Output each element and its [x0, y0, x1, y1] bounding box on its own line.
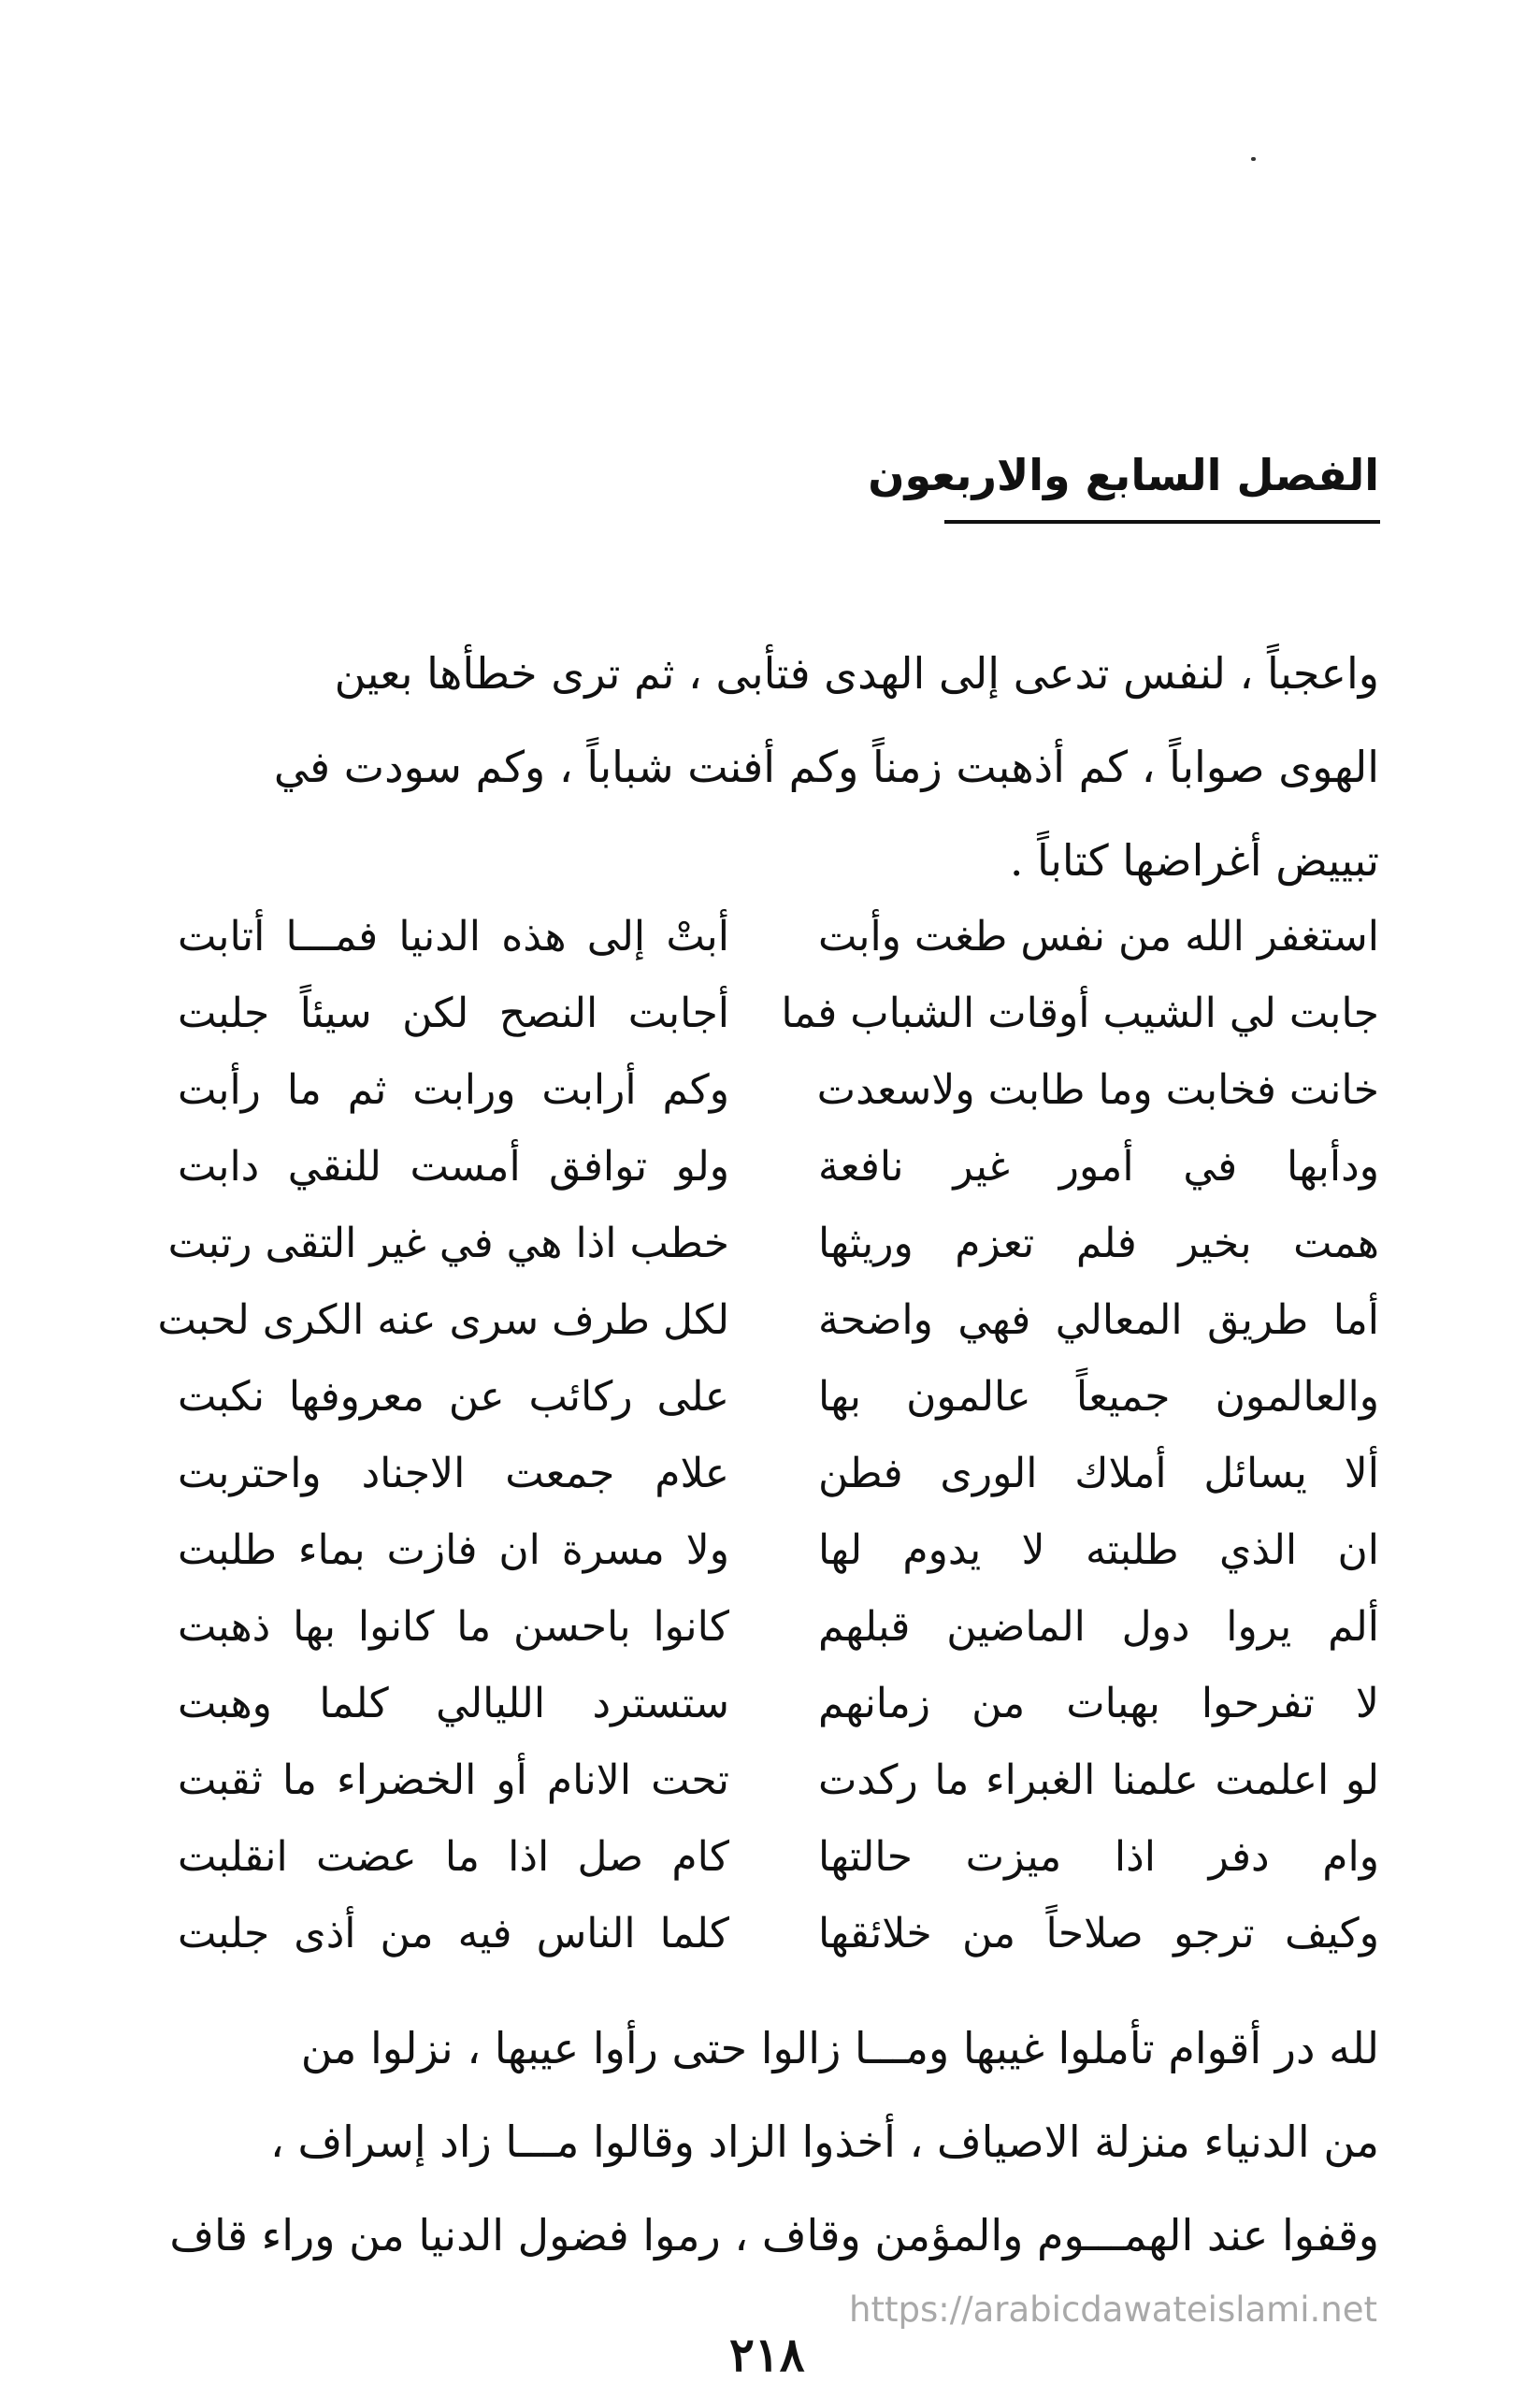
verse — [178, 1895, 1379, 1973]
poem-block — [157, 898, 1379, 1983]
chapter-title: الفصل السابع والاربعون — [868, 450, 1379, 500]
verse-second-hemistich: كام صل اذا ما عضت انقلبت — [178, 1833, 729, 1881]
verse-first-hemistich: وكيف ترجو صلاحاً من خلائقها — [818, 1910, 1379, 1957]
intro-line: تبييض أغراضها كتاباً . — [1009, 835, 1379, 886]
verse-first-hemistich: أما طريق المعالي فهي واضحة — [818, 1296, 1379, 1344]
verse — [178, 898, 1379, 976]
verse-first-hemistich: ودأبها في أمور غير نافعة — [818, 1143, 1379, 1191]
verse-first-hemistich: همت بخير فلم تعزم وريثها — [818, 1220, 1379, 1267]
verse-second-hemistich: تحت الانام أو الخضراء ما ثقبت — [178, 1756, 729, 1804]
closing-line: من الدنياء منزلة الاصياف ، أخذوا الزاد وقالوا مـــا زاد إسراف ، — [269, 2116, 1379, 2167]
verse-first-hemistich: خانت فخابت وما طابت ولاسعدت — [816, 1066, 1379, 1114]
verse-first-hemistich: ألم يروا دول الماضين قبلهم — [818, 1603, 1379, 1651]
verse — [157, 1281, 1379, 1360]
verse — [178, 1818, 1379, 1897]
verse-second-hemistich: على ركائب عن معروفها نكبت — [178, 1373, 729, 1421]
intro-line: واعجباً ، لنفس تدعى إلى الهدى فتأبى ، ثم ترى خطأها بعين — [334, 648, 1379, 699]
verse-first-hemistich: والعالمون جميعاً عالمون بها — [818, 1373, 1379, 1421]
closing-paragraph — [169, 2001, 1379, 2282]
speck-mark — [1251, 157, 1256, 161]
verse-first-hemistich: ان الذي طلبته لا يدوم لها — [818, 1526, 1379, 1574]
verse — [178, 1665, 1379, 1743]
page-number: ٢١٨ — [729, 2327, 805, 2382]
closing-line: لله در أقوام تأملوا غيبها ومـــا زالوا حتى رأوا عيبها ، نزلوا من — [300, 2023, 1379, 2073]
verse — [167, 1205, 1379, 1283]
verse — [178, 1051, 1379, 1130]
verse — [178, 1588, 1379, 1667]
verse-second-hemistich: أبتْ إلى هذه الدنيا فمـــا أتابت — [178, 913, 729, 960]
verse-first-hemistich: جابت لي الشيب أوقات الشباب فما — [781, 989, 1379, 1037]
verse-second-hemistich: ولا مسرة ان فازت بماء طلبت — [178, 1526, 729, 1574]
verse-second-hemistich: ستسترد الليالي كلما وهبت — [178, 1680, 729, 1727]
verse-first-hemistich: لا تفرحوا بهبات من زمانهم — [818, 1680, 1379, 1727]
verse-first-hemistich: ألا يسائل أملاك الورى فطن — [818, 1450, 1379, 1497]
title-underline — [944, 520, 1380, 524]
verse — [178, 1128, 1379, 1206]
verse-first-hemistich: استغفر الله من نفس طغت وأبت — [818, 913, 1379, 960]
verse — [178, 975, 1379, 1053]
verse — [178, 1358, 1379, 1437]
verse-second-hemistich: خطب اذا هي في غير التقى رتبت — [167, 1220, 729, 1267]
verse-first-hemistich: وام دفر اذا ميزت حالتها — [818, 1833, 1379, 1881]
closing-line: وقفوا عند الهمـــوم والمؤمن وقاف ، رموا فضول الدنيا من وراء قاف — [169, 2210, 1379, 2260]
verse-second-hemistich: علام جمعت الاجناد واحتربت — [178, 1450, 729, 1497]
verse-second-hemistich: كلما الناس فيه من أذى جلبت — [178, 1910, 729, 1957]
verse — [178, 1741, 1379, 1820]
verse-second-hemistich: أجابت النصح لكن سيئاً جلبت — [178, 989, 729, 1037]
source-watermark: https://arabicdawateislami.net — [849, 2289, 1377, 2330]
verse-first-hemistich: لو اعلمت علمنا الغبراء ما ركدت — [818, 1756, 1379, 1804]
verse — [178, 1435, 1379, 1513]
intro-paragraph — [178, 627, 1379, 907]
verse-second-hemistich: لكل طرف سرى عنه الكرى لحبت — [157, 1296, 729, 1344]
verse-second-hemistich: ولو توافق أمست للنقي دابت — [178, 1143, 729, 1191]
verse — [178, 1511, 1379, 1590]
verse-second-hemistich: وكم أرابت ورابت ثم ما رأبت — [178, 1066, 729, 1114]
intro-line: الهوى صواباً ، كم أذهبت زمناً وكم أفنت شباباً ، وكم سودت في — [273, 742, 1379, 792]
verse-second-hemistich: كانوا باحسن ما كانوا بها ذهبت — [178, 1603, 729, 1651]
